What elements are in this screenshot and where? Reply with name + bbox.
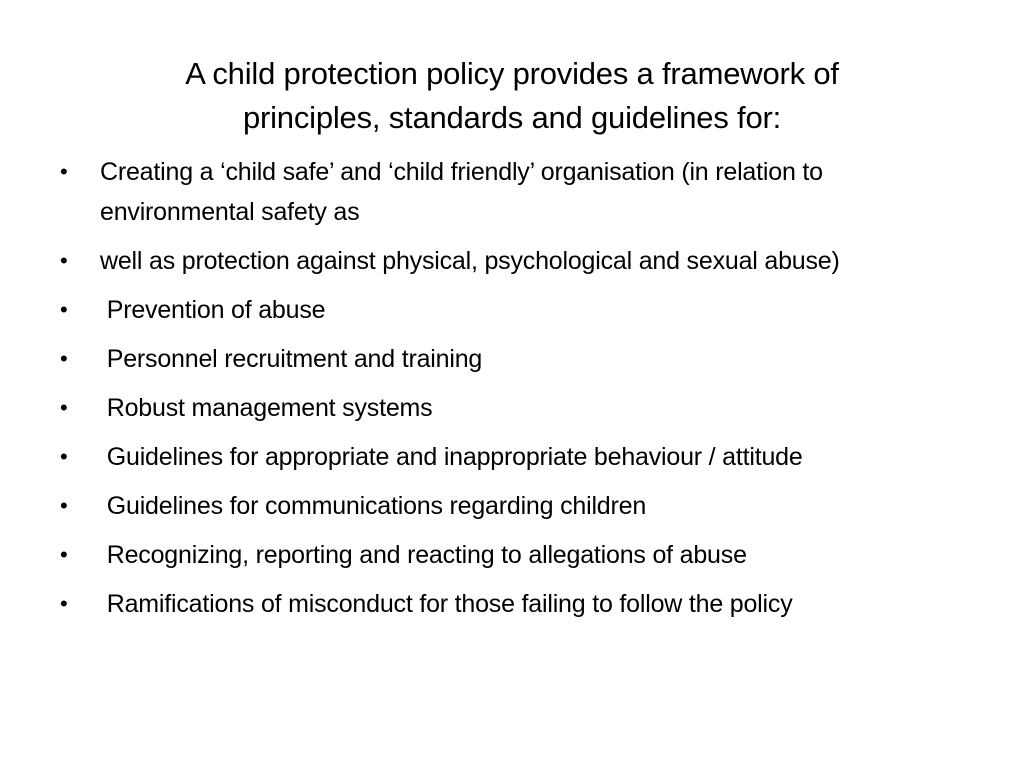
list-item-text: Personnel recruitment and training (100, 345, 483, 373)
list-item-text: well as protection against physical, psychological and sexual abuse) (100, 247, 840, 275)
list-item-ramifications (58, 584, 958, 624)
bullet-icon: • (60, 493, 68, 518)
list-item-creating-child-safe (58, 152, 958, 232)
slide-title (60, 52, 964, 140)
bullet-icon: • (60, 591, 68, 616)
bullet-icon: • (60, 297, 68, 322)
list-item-management-systems (58, 388, 958, 428)
bullet-icon: • (60, 248, 68, 273)
bullet-icon: • (60, 395, 68, 420)
list-item-text: Guidelines for appropriate and inappropriate behaviour / attitude (100, 443, 803, 471)
list-item-protection-against-abuse (58, 241, 958, 281)
list-item-text: Prevention of abuse (100, 296, 326, 324)
bullet-icon: • (60, 444, 68, 469)
list-item-personnel-recruitment (58, 339, 958, 379)
list-item-text: Ramifications of misconduct for those failing to follow the policy (100, 590, 793, 618)
bullet-icon: • (60, 346, 68, 371)
bullet-icon: • (60, 542, 68, 567)
list-item-text: Recognizing, reporting and reacting to allegations of abuse (100, 541, 747, 569)
list-item-prevention-of-abuse (58, 290, 958, 330)
list-item-communications-guidelines (58, 486, 958, 526)
bullet-icon: • (60, 159, 68, 184)
bullet-list (58, 152, 958, 633)
list-item-behaviour-guidelines (58, 437, 958, 477)
list-item-text: Guidelines for communications regarding children (100, 492, 647, 520)
title-line-1: A child protection policy provides a framework of (185, 56, 839, 91)
list-item-allegations (58, 535, 958, 575)
list-item-text: Robust management systems (100, 394, 433, 422)
title-line-2: principles, standards and guidelines for: (242, 100, 782, 135)
list-item-text: Creating a ‘child safe’ and ‘child friendly’ organisation (in relation to environmental safety as (100, 158, 830, 226)
